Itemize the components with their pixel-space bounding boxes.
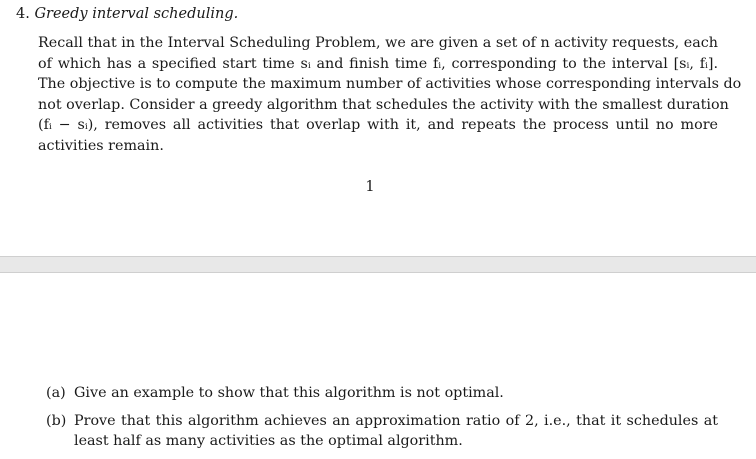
subpart-a xyxy=(46,383,718,403)
subpart-line: Give an example to show that this algorithm is not optimal. xyxy=(74,385,504,401)
problem-statement xyxy=(38,33,742,156)
problem-heading xyxy=(16,6,238,22)
subpart-label: (b) xyxy=(46,413,67,429)
subpart-label: (a) xyxy=(46,385,66,401)
subpart-line: Prove that this algorithm achieves an approximation ratio of 2, i.e., that it schedules at xyxy=(74,413,718,429)
subpart-b xyxy=(46,411,718,451)
problem-number: 4. xyxy=(16,6,30,22)
subpart-text xyxy=(74,383,718,403)
subpart-list xyxy=(46,383,718,459)
subpart-line: least half as many activities as the optimal algorithm. xyxy=(74,433,463,449)
statement-line: Recall that in the Interval Scheduling Problem, we are given a set of n activity requests, each xyxy=(38,35,718,51)
statement-line: not overlap. Consider a greedy algorithm that schedules the activity with the smallest duration xyxy=(38,96,729,113)
subpart-text xyxy=(74,411,718,451)
statement-line: The objective is to compute the maximum number of activities whose corresponding intervals do xyxy=(38,76,742,92)
problem-title: Greedy interval scheduling. xyxy=(34,6,239,22)
statement-line: of which has a specified start time sᵢ and finish time fᵢ, corresponding to the interval [sᵢ, fᵢ]. xyxy=(38,55,718,72)
page-number: 1 xyxy=(365,179,375,195)
page-break xyxy=(0,256,756,273)
statement-line: activities remain. xyxy=(38,137,164,154)
statement-line: (fᵢ − sᵢ), removes all activities that overlap with it, and repeats the process until no more xyxy=(38,117,718,133)
